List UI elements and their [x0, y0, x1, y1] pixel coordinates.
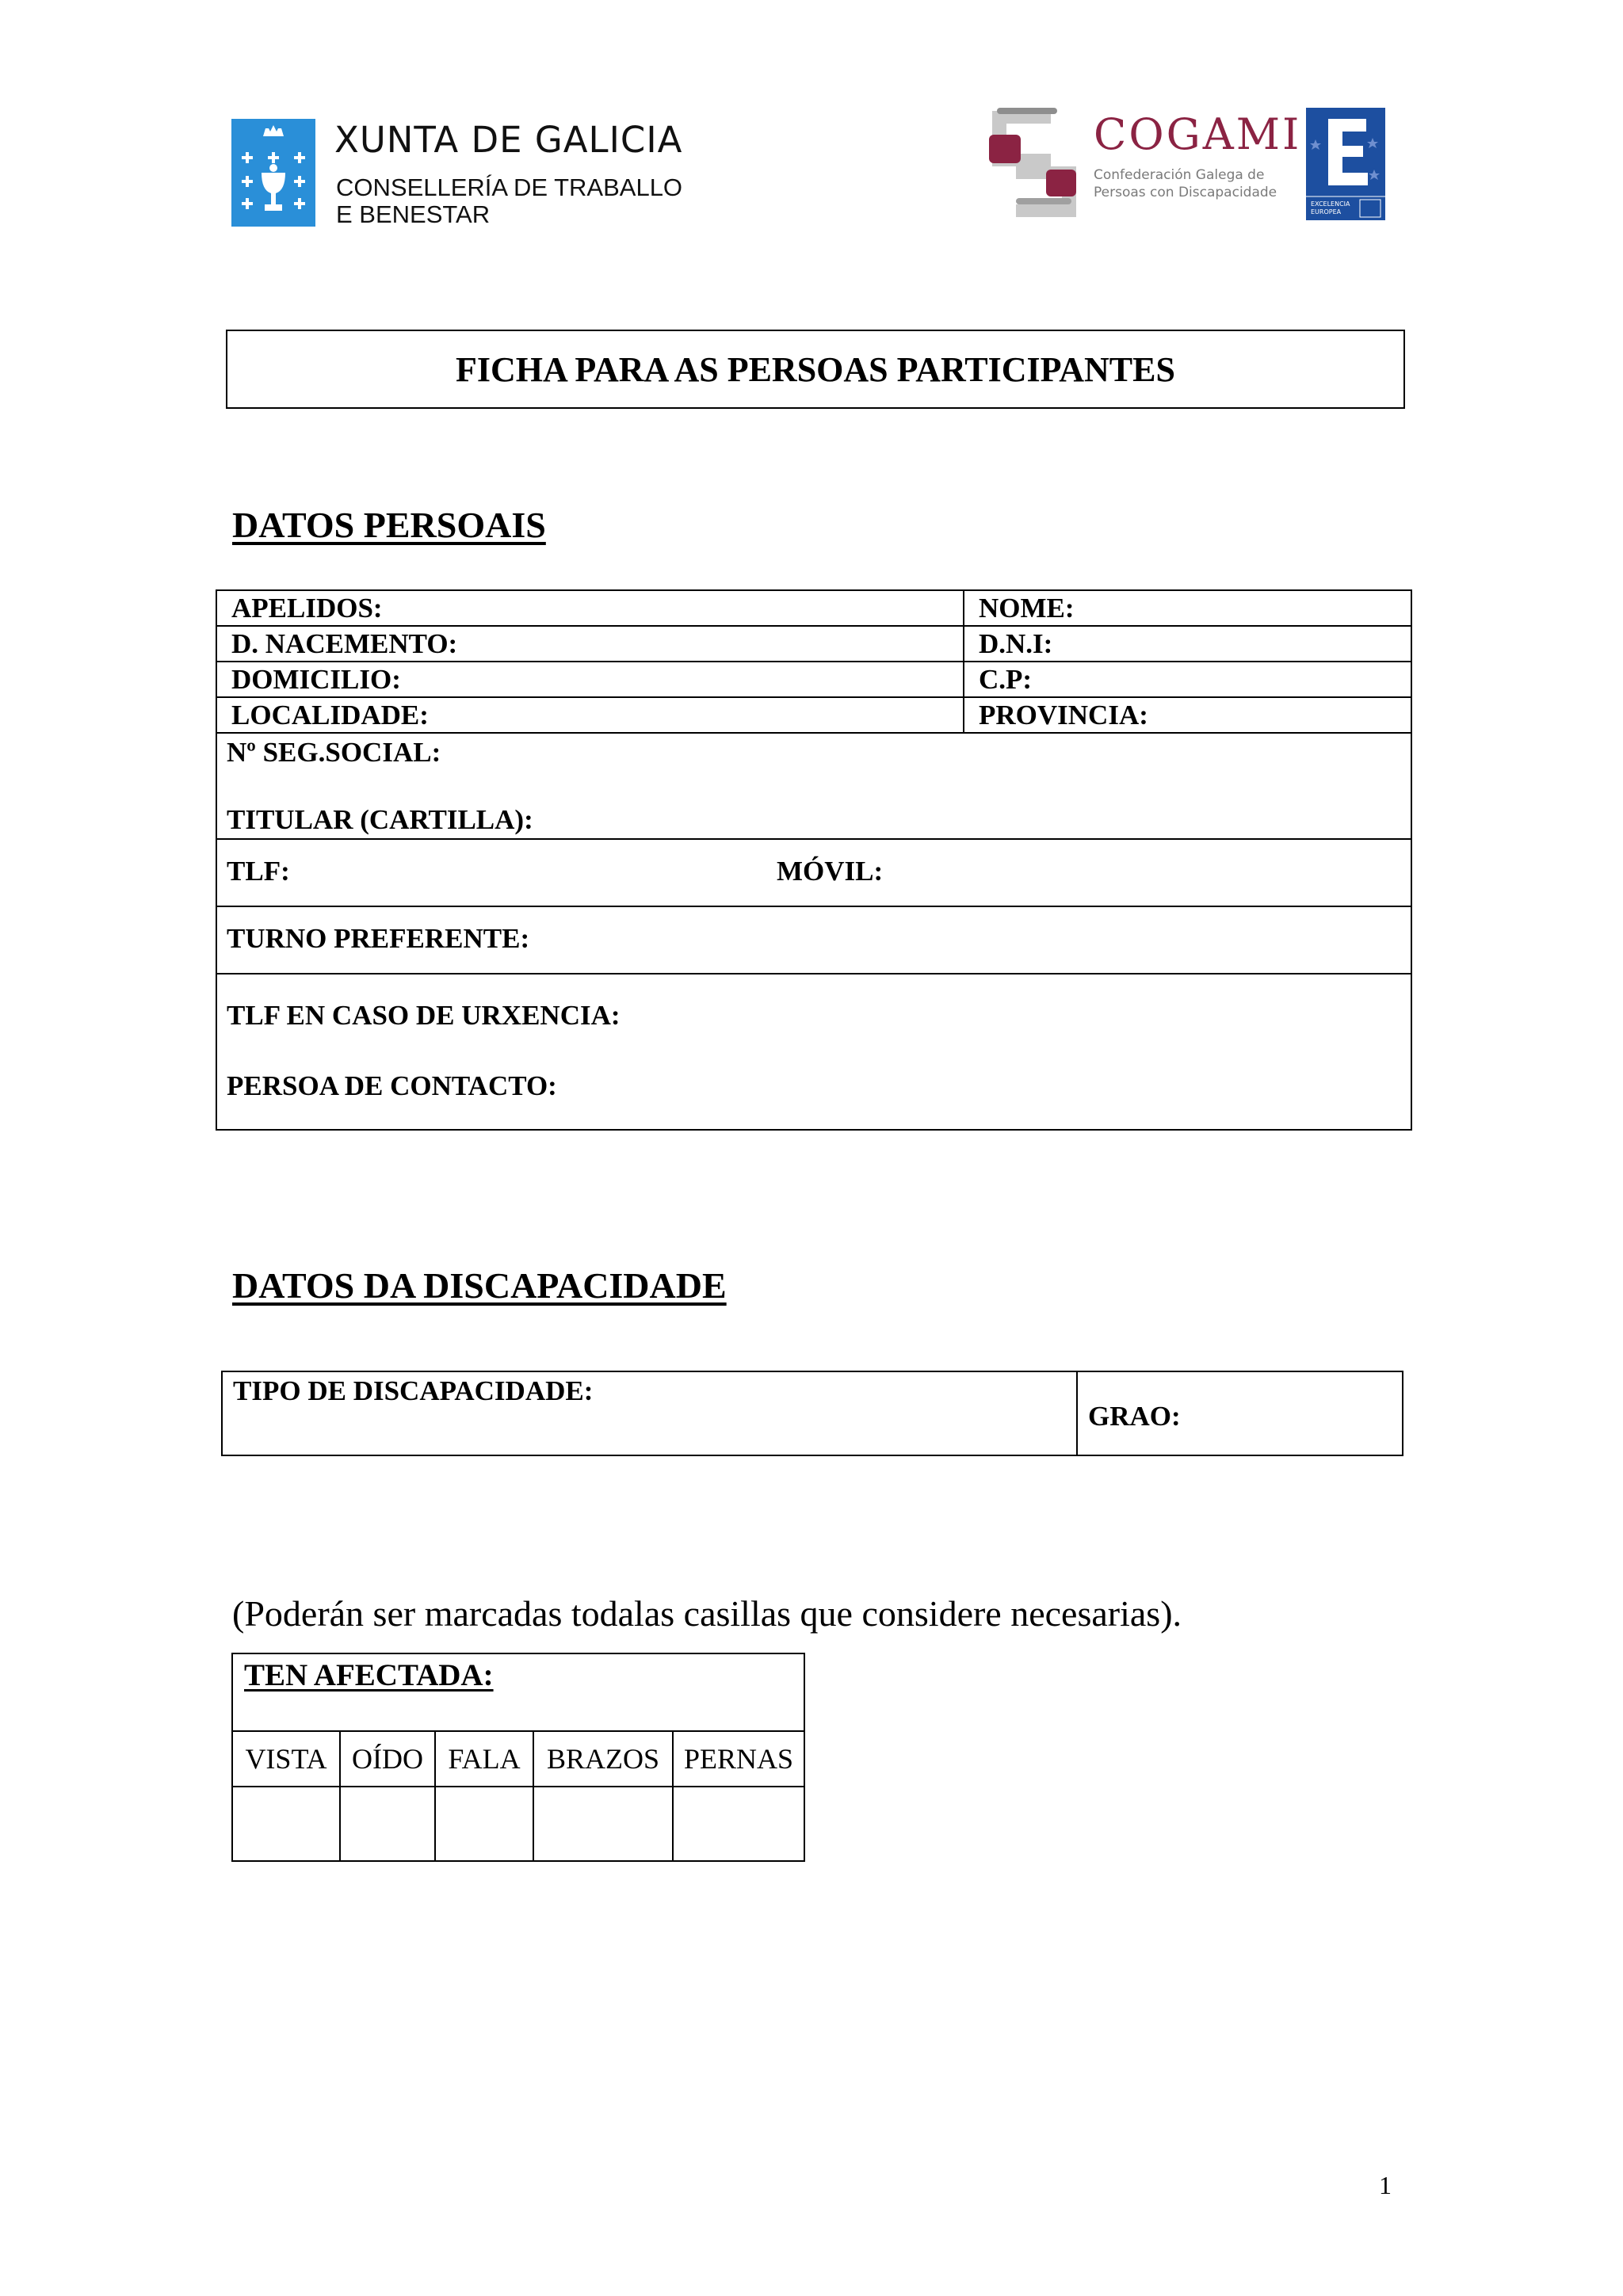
xunta-subtitle-line2: E BENESTAR: [336, 200, 491, 228]
turno-block[interactable]: [216, 907, 1412, 974]
disability-divider: [1076, 1371, 1078, 1456]
nacemento-field[interactable]: D. NACEMENTO:: [216, 626, 964, 662]
cogami-subtitle-line1: Confederación Galega de: [1094, 167, 1265, 183]
table-row: [232, 1653, 804, 1731]
col-fala: FALA: [435, 1731, 533, 1787]
xunta-subtitle: [336, 174, 682, 228]
col-brazos: BRAZOS: [533, 1731, 673, 1787]
table-row: [216, 626, 1411, 662]
nome-field[interactable]: NOME:: [964, 590, 1411, 626]
oido-checkbox[interactable]: [340, 1787, 435, 1861]
phone-block[interactable]: [216, 840, 1412, 907]
disability-heading: DATOS DA DISCAPACIDADE: [232, 1265, 727, 1306]
pernas-checkbox[interactable]: [673, 1787, 804, 1861]
emergency-block[interactable]: [216, 974, 1412, 1131]
domicilio-field[interactable]: DOMICILIO:: [216, 662, 964, 697]
titular-label: TITULAR (CARTILLA):: [227, 804, 533, 835]
affected-heading: TEN AFECTADA:: [232, 1653, 804, 1731]
cogami-logo-mark: [978, 105, 1089, 223]
table-row: [216, 590, 1411, 626]
disability-degree-field[interactable]: GRAO:: [1088, 1401, 1181, 1432]
form-title-box: [226, 330, 1405, 409]
xunta-title: XUNTA DE GALICIA: [334, 119, 683, 161]
table-row: [216, 697, 1411, 733]
checkbox-note: (Poderán ser marcadas todalas casillas que considere necesarias).: [232, 1593, 1182, 1634]
form-title: FICHA PARA AS PERSOAS PARTICIPANTES: [456, 349, 1175, 389]
col-pernas: PERNAS: [673, 1731, 804, 1787]
table-row: [232, 1787, 804, 1861]
col-vista: VISTA: [232, 1731, 340, 1787]
brazos-checkbox[interactable]: [533, 1787, 673, 1861]
xunta-subtitle-line1: CONSELLERÍA DE TRABALLO: [336, 174, 683, 201]
table-row: [232, 1731, 804, 1787]
dni-field[interactable]: D.N.I:: [964, 626, 1411, 662]
cogami-subtitle-line2: Persoas con Discapacidade: [1094, 185, 1277, 200]
seg-social-block[interactable]: [216, 734, 1412, 840]
provincia-field[interactable]: PROVINCIA:: [964, 697, 1411, 733]
localidade-field[interactable]: LOCALIDADE:: [216, 697, 964, 733]
personal-data-table: [216, 589, 1412, 734]
excellence-europe-logo: [1306, 108, 1385, 220]
table-row: [216, 662, 1411, 697]
movil-label: MÓVIL:: [777, 856, 884, 887]
persoa-contacto-label: PERSOA DE CONTACTO:: [227, 1070, 557, 1101]
page-number: 1: [1379, 2171, 1392, 2199]
disability-type-field[interactable]: TIPO DE DISCAPACIDADE:: [233, 1375, 594, 1406]
cogami-name: COGAMI: [1094, 109, 1302, 159]
fala-checkbox[interactable]: [435, 1787, 533, 1861]
affected-table: [231, 1653, 805, 1862]
cp-field[interactable]: C.P:: [964, 662, 1411, 697]
excellence-line1: EXCELENCIA: [1311, 200, 1350, 208]
vista-checkbox[interactable]: [232, 1787, 340, 1861]
excellence-line2: EUROPEA: [1311, 208, 1342, 215]
apelidos-field[interactable]: APELIDOS:: [216, 590, 964, 626]
tlf-urxencia-label: TLF EN CASO DE URXENCIA:: [227, 1000, 621, 1031]
cogami-subtitle: [1094, 166, 1288, 201]
tlf-label: TLF:: [227, 856, 290, 887]
seg-social-label: Nº SEG.SOCIAL:: [227, 737, 441, 768]
turno-label: TURNO PREFERENTE:: [227, 923, 530, 954]
xunta-emblem-logo: [231, 119, 315, 227]
col-oido: OÍDO: [340, 1731, 435, 1787]
personal-data-heading: DATOS PERSOAIS: [232, 505, 546, 545]
